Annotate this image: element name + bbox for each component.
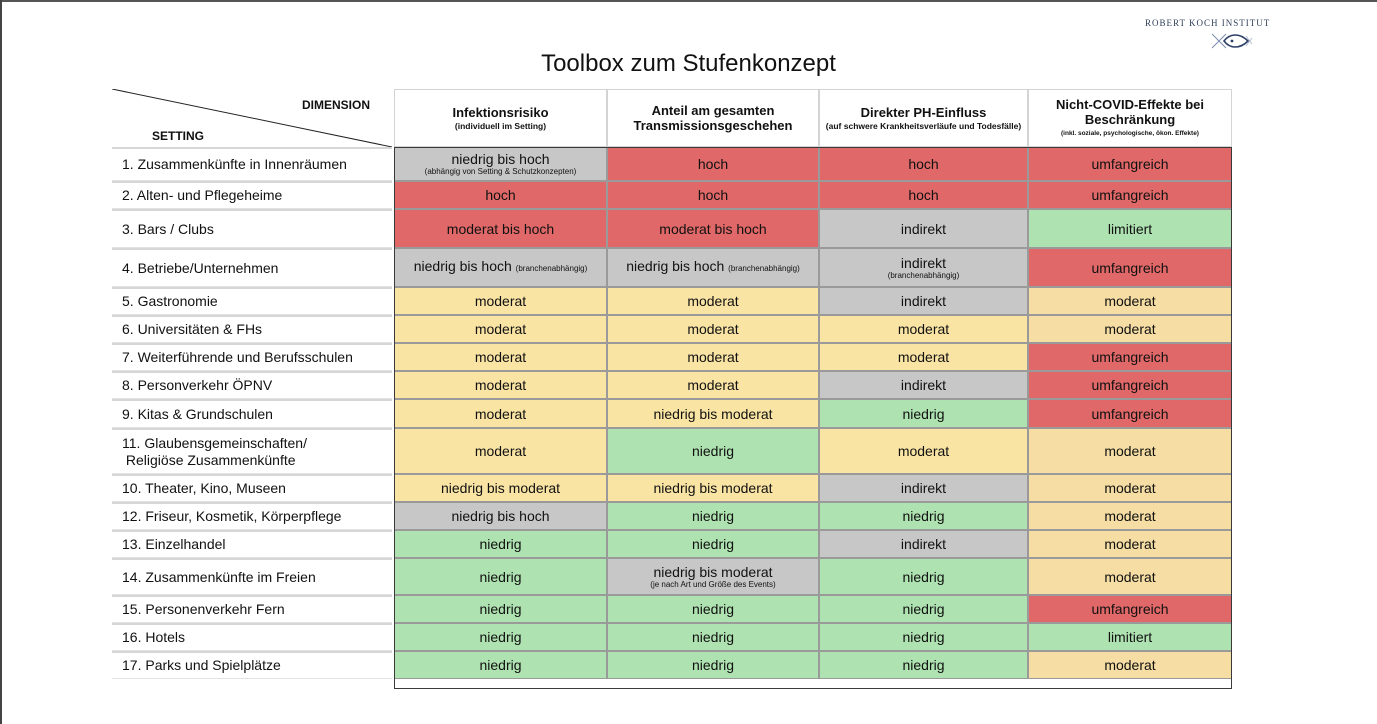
page-frame-top [0,0,1377,2]
rating-text: indirekt [900,220,947,237]
rating-text: umfangreich [1091,187,1169,203]
rating-cell-umfangreich [1028,181,1232,209]
rating-text: niedrig [902,568,945,585]
row-label: 13. Einzelhandel [112,530,392,558]
column-header-title: Infektionsrisiko [452,104,549,120]
rating-text: moderat [1104,657,1156,673]
rating-text: niedrig [691,508,735,524]
rating-cell-niedrig [607,530,819,558]
rating-line [1104,480,1155,496]
rating-line [475,293,526,309]
rating-cell-niedrig [394,558,607,595]
rating-cell-niedrig [607,623,819,651]
rating-cell-niedrig-bis-moderat [394,474,607,502]
page-title: Toolbox zum Stufenkonzept [541,50,836,77]
row-label: 2. Alten- und Pflegeheime [112,181,392,209]
rating-line [1091,187,1168,203]
rating-text: niedrig bis moderat [440,480,561,496]
rating-cell-moderat-bis-hoch [394,209,607,248]
rating-line [901,293,946,309]
rating-text: niedrig bis hoch [451,508,550,524]
rating-cell-niedrig-bis-hoch [394,147,607,181]
row-label: 16. Hotels [112,623,392,651]
rating-text: umfangreich [1091,601,1169,617]
rating-line [908,156,938,172]
rating-text: umfangreich [1091,156,1169,172]
rating-cell-indirekt [819,287,1028,315]
rating-text: niedrig [691,536,735,552]
rating-text: moderat [1104,508,1156,524]
rating-text: umfangreich [1091,377,1169,393]
page-frame-left [0,0,2,724]
rating-line [902,657,944,673]
rating-text: umfangreich [1091,405,1169,422]
rating-text: niedrig [479,601,522,617]
rating-text: moderat [1104,443,1156,459]
rating-line [901,221,946,237]
rating-cell-niedrig-bis-moderat [607,558,819,595]
rating-line [902,569,944,585]
rating-line [901,480,946,496]
rating-line [1091,377,1168,393]
rating-text: hoch [908,156,939,172]
rating-line [1104,569,1155,585]
rating-text: niedrig [902,405,945,422]
rating-cell-niedrig-bis-hoch [607,248,819,287]
rating-text: moderat [687,321,739,337]
rating-cell-moderat [394,315,607,343]
column-header-subtitle: (auf schwere Krankheitsverläufe und Todesfälle) [825,120,1022,131]
column-header-2 [607,89,819,147]
rating-cell-umfangreich [1028,147,1232,181]
rating-text: niedrig bis hoch [626,258,725,274]
row-label: 15. Personenverkehr Fern [112,595,392,623]
column-header-title: Nicht-COVID-Effekte bei Beschränkung [1055,97,1205,127]
rating-cell-limitiert [1028,209,1232,248]
rating-cell-indirekt [819,371,1028,399]
rating-cell-niedrig [394,651,607,679]
row-label: 10. Theater, Kino, Museen [112,474,392,502]
rating-cell-moderat [394,287,607,315]
rating-cell-moderat [607,315,819,343]
rating-text: moderat [687,293,739,309]
rating-cell-niedrig [819,399,1028,428]
row-label: 1. Zusammenkünfte in Innenräumen [112,147,392,181]
column-header-subtitle: (inkl. soziale, psychologische, ökon. Effekte) [1061,130,1199,137]
rating-text: hoch [485,187,516,203]
rating-text: niedrig bis moderat [653,563,773,580]
rating-cell-moderat [1028,428,1232,474]
rating-cell-niedrig [819,623,1028,651]
rating-line [479,629,521,645]
rating-line [1091,349,1168,365]
rating-line [902,508,944,524]
rating-cell-niedrig [607,651,819,679]
rating-line [479,536,521,552]
rating-line [626,258,800,277]
rating-text: moderat [1104,568,1156,585]
rating-text: moderat [474,443,527,459]
rating-cell-niedrig [394,595,607,623]
rating-text: moderat [897,349,950,365]
rating-text: moderat [474,349,527,365]
rating-line [902,629,944,645]
rating-line [1104,508,1155,524]
rating-text: moderat [474,377,527,393]
rating-line [1108,221,1152,237]
rating-line [687,377,738,393]
rating-text: hoch [908,187,939,203]
rating-line [1108,629,1152,645]
rating-cell-moderat-bis-hoch [607,209,819,248]
rating-cell-niedrig [394,530,607,558]
rating-text: indirekt [900,480,947,496]
rating-text: moderat bis hoch [446,220,555,237]
rating-line [1104,293,1155,309]
rating-text: moderat [897,443,950,459]
rating-note: (je nach Art und Größe des Events) [650,579,776,589]
column-header-title: Direkter PH-Einfluss [860,104,987,120]
rating-text: moderat [474,293,527,309]
row-label: 8. Personverkehr ÖPNV [112,371,392,399]
rating-text: limitiert [1107,220,1153,237]
rating-text: indirekt [900,293,947,309]
stufenkonzept-table [112,89,1232,689]
rating-cell-umfangreich [1028,595,1232,623]
setting-label: SETTING [152,129,205,143]
rating-line [1104,443,1155,459]
rating-text: moderat [1104,480,1156,496]
rating-text: niedrig bis moderat [653,480,773,496]
rating-line [1104,321,1155,337]
rating-line [451,151,549,167]
rating-text: moderat [474,321,527,337]
rating-line [692,629,734,645]
row-label: 7. Weiterführende und Berufsschulen [112,343,392,371]
rating-cell-limitiert [1028,623,1232,651]
rating-cell-niedrig [819,651,1028,679]
rating-line [475,349,526,365]
column-header-subtitle: (individuell im Setting) [454,120,547,131]
rating-inline-note: (branchenabhängig) [515,264,588,273]
rating-cell-moderat [1028,474,1232,502]
rating-line [1091,156,1168,172]
rating-cell-moderat [1028,315,1232,343]
rating-cell-moderat [1028,530,1232,558]
rating-text: umfangreich [1091,259,1169,276]
row-label: 4. Betriebe/Unternehmen [112,248,392,287]
rating-text: moderat [474,405,527,422]
rating-line [485,187,515,203]
rating-cell-moderat [1028,651,1232,679]
rating-cell-indirekt [819,248,1028,287]
rating-cell-niedrig-bis-moderat [607,399,819,428]
rating-line [898,321,949,337]
rating-text: moderat bis hoch [659,220,767,237]
rating-cell-hoch [819,181,1028,209]
column-header-3 [819,89,1028,147]
table-corner-header [112,89,392,147]
rating-text: niedrig bis hoch [413,258,512,274]
row-label: 6. Universitäten & FHs [112,315,392,343]
rating-text: hoch [697,156,729,172]
rating-text: niedrig bis hoch [451,151,550,167]
rating-text: niedrig [479,568,522,585]
rating-text: moderat [897,321,950,337]
rating-cell-moderat [607,371,819,399]
rating-line [659,221,766,237]
rating-text: niedrig [691,657,735,673]
rating-line [475,443,526,459]
rating-line [475,377,526,393]
row-label: 9. Kitas & Grundschulen [112,399,392,428]
rating-cell-niedrig [819,558,1028,595]
rating-cell-niedrig [607,502,819,530]
logo-text: ROBERT KOCH INSTITUT [1145,18,1271,28]
rating-cell-niedrig [607,428,819,474]
rating-line [1091,406,1168,422]
rating-cell-moderat [394,371,607,399]
rating-line [653,564,772,580]
rating-cell-moderat [394,343,607,371]
rating-cell-moderat [819,343,1028,371]
rating-text: niedrig bis moderat [653,405,773,422]
rating-text: moderat [687,377,739,393]
rating-line [479,657,521,673]
rating-text: niedrig [902,657,945,673]
row-label: 17. Parks und Spielplätze [112,651,392,679]
rating-line [447,221,554,237]
rating-line [653,406,772,422]
rating-cell-umfangreich [1028,248,1232,287]
rating-text: moderat [1104,293,1156,309]
rating-line [475,406,526,422]
rating-line [901,377,946,393]
rating-line [687,293,738,309]
rating-line [698,156,728,172]
rating-cell-umfangreich [1028,399,1232,428]
rating-line [902,601,944,617]
rating-cell-umfangreich [1028,371,1232,399]
rating-text: moderat [1104,321,1156,337]
rating-text: niedrig [902,601,945,617]
rating-cell-hoch [394,181,607,209]
rating-line [692,443,734,459]
rating-inline-note: (branchenabhängig) [728,264,800,273]
rating-line [898,349,949,365]
column-header-4 [1028,89,1232,147]
row-label: 14. Zusammenkünfte im Freien [112,558,392,595]
row-label: 12. Friseur, Kosmetik, Körperpflege [112,502,392,530]
rating-line [653,480,772,496]
rating-note: (abhängig von Setting & Schutzkonzepten) [424,167,577,176]
rating-cell-moderat [1028,558,1232,595]
row-label: 11. Glaubensgemeinschaften/ Religiöse Zusammenkünfte [112,428,392,474]
rating-text: niedrig [479,629,522,645]
rating-cell-indirekt [819,530,1028,558]
rating-cell-umfangreich [1028,343,1232,371]
rki-logo [1140,18,1270,54]
rating-line [901,255,946,271]
rating-cell-niedrig-bis-hoch [394,248,607,287]
dimension-label: DIMENSION [301,98,370,112]
rating-cell-moderat [819,428,1028,474]
rating-line [1104,657,1155,673]
rating-cell-hoch [607,147,819,181]
rating-text: niedrig [691,443,735,459]
rating-cell-indirekt [819,209,1028,248]
rating-cell-hoch [819,147,1028,181]
rating-cell-moderat [1028,502,1232,530]
rating-text: niedrig [479,657,522,673]
rating-line [479,601,521,617]
rating-line [901,536,946,552]
rating-line [441,480,560,496]
rating-text: indirekt [900,377,947,393]
rating-cell-niedrig [819,595,1028,623]
rating-text: niedrig [902,508,945,524]
rating-text: limitiert [1107,629,1153,645]
rating-cell-moderat [607,287,819,315]
rating-note: (branchenabhängig) [887,270,960,280]
rating-cell-niedrig-bis-moderat [607,474,819,502]
rating-line [908,187,938,203]
rating-cell-niedrig [819,502,1028,530]
rating-cell-moderat [1028,287,1232,315]
rating-line [451,508,549,524]
rating-line [475,321,526,337]
rating-line [687,321,738,337]
rating-line [692,508,734,524]
rating-text: niedrig [902,629,945,645]
rating-text: moderat [687,349,739,365]
row-label: 5. Gastronomie [112,287,392,315]
rating-text: hoch [697,187,729,203]
rating-line [898,443,949,459]
rating-cell-niedrig [394,623,607,651]
column-header-title: Anteil am gesamten Transmissionsgeschehen [633,103,793,133]
rating-line [692,601,734,617]
rating-text: indirekt [900,536,947,552]
rating-line [1104,536,1155,552]
rating-cell-indirekt [819,474,1028,502]
rating-line [692,657,734,673]
rating-text: niedrig [691,601,735,617]
rating-line [479,569,521,585]
rating-line [698,187,728,203]
rating-cell-moderat [819,315,1028,343]
rating-line [414,258,588,277]
rating-line [692,536,734,552]
rating-text: niedrig [691,629,735,645]
rating-line [687,349,738,365]
rating-cell-niedrig-bis-hoch [394,502,607,530]
rating-cell-moderat [394,399,607,428]
row-label: 3. Bars / Clubs [112,209,392,248]
rating-line [1091,601,1168,617]
rating-text: niedrig [479,536,522,552]
rki-logo-icon [1210,30,1254,52]
rating-cell-moderat [394,428,607,474]
rating-cell-niedrig [607,595,819,623]
rating-text: moderat [1104,536,1156,552]
rating-cell-moderat [607,343,819,371]
rating-text: indirekt [900,254,947,271]
rating-line [1091,260,1168,276]
rating-text: umfangreich [1091,349,1169,365]
column-header-1 [394,89,607,147]
rating-line [902,406,944,422]
rating-cell-hoch [607,181,819,209]
